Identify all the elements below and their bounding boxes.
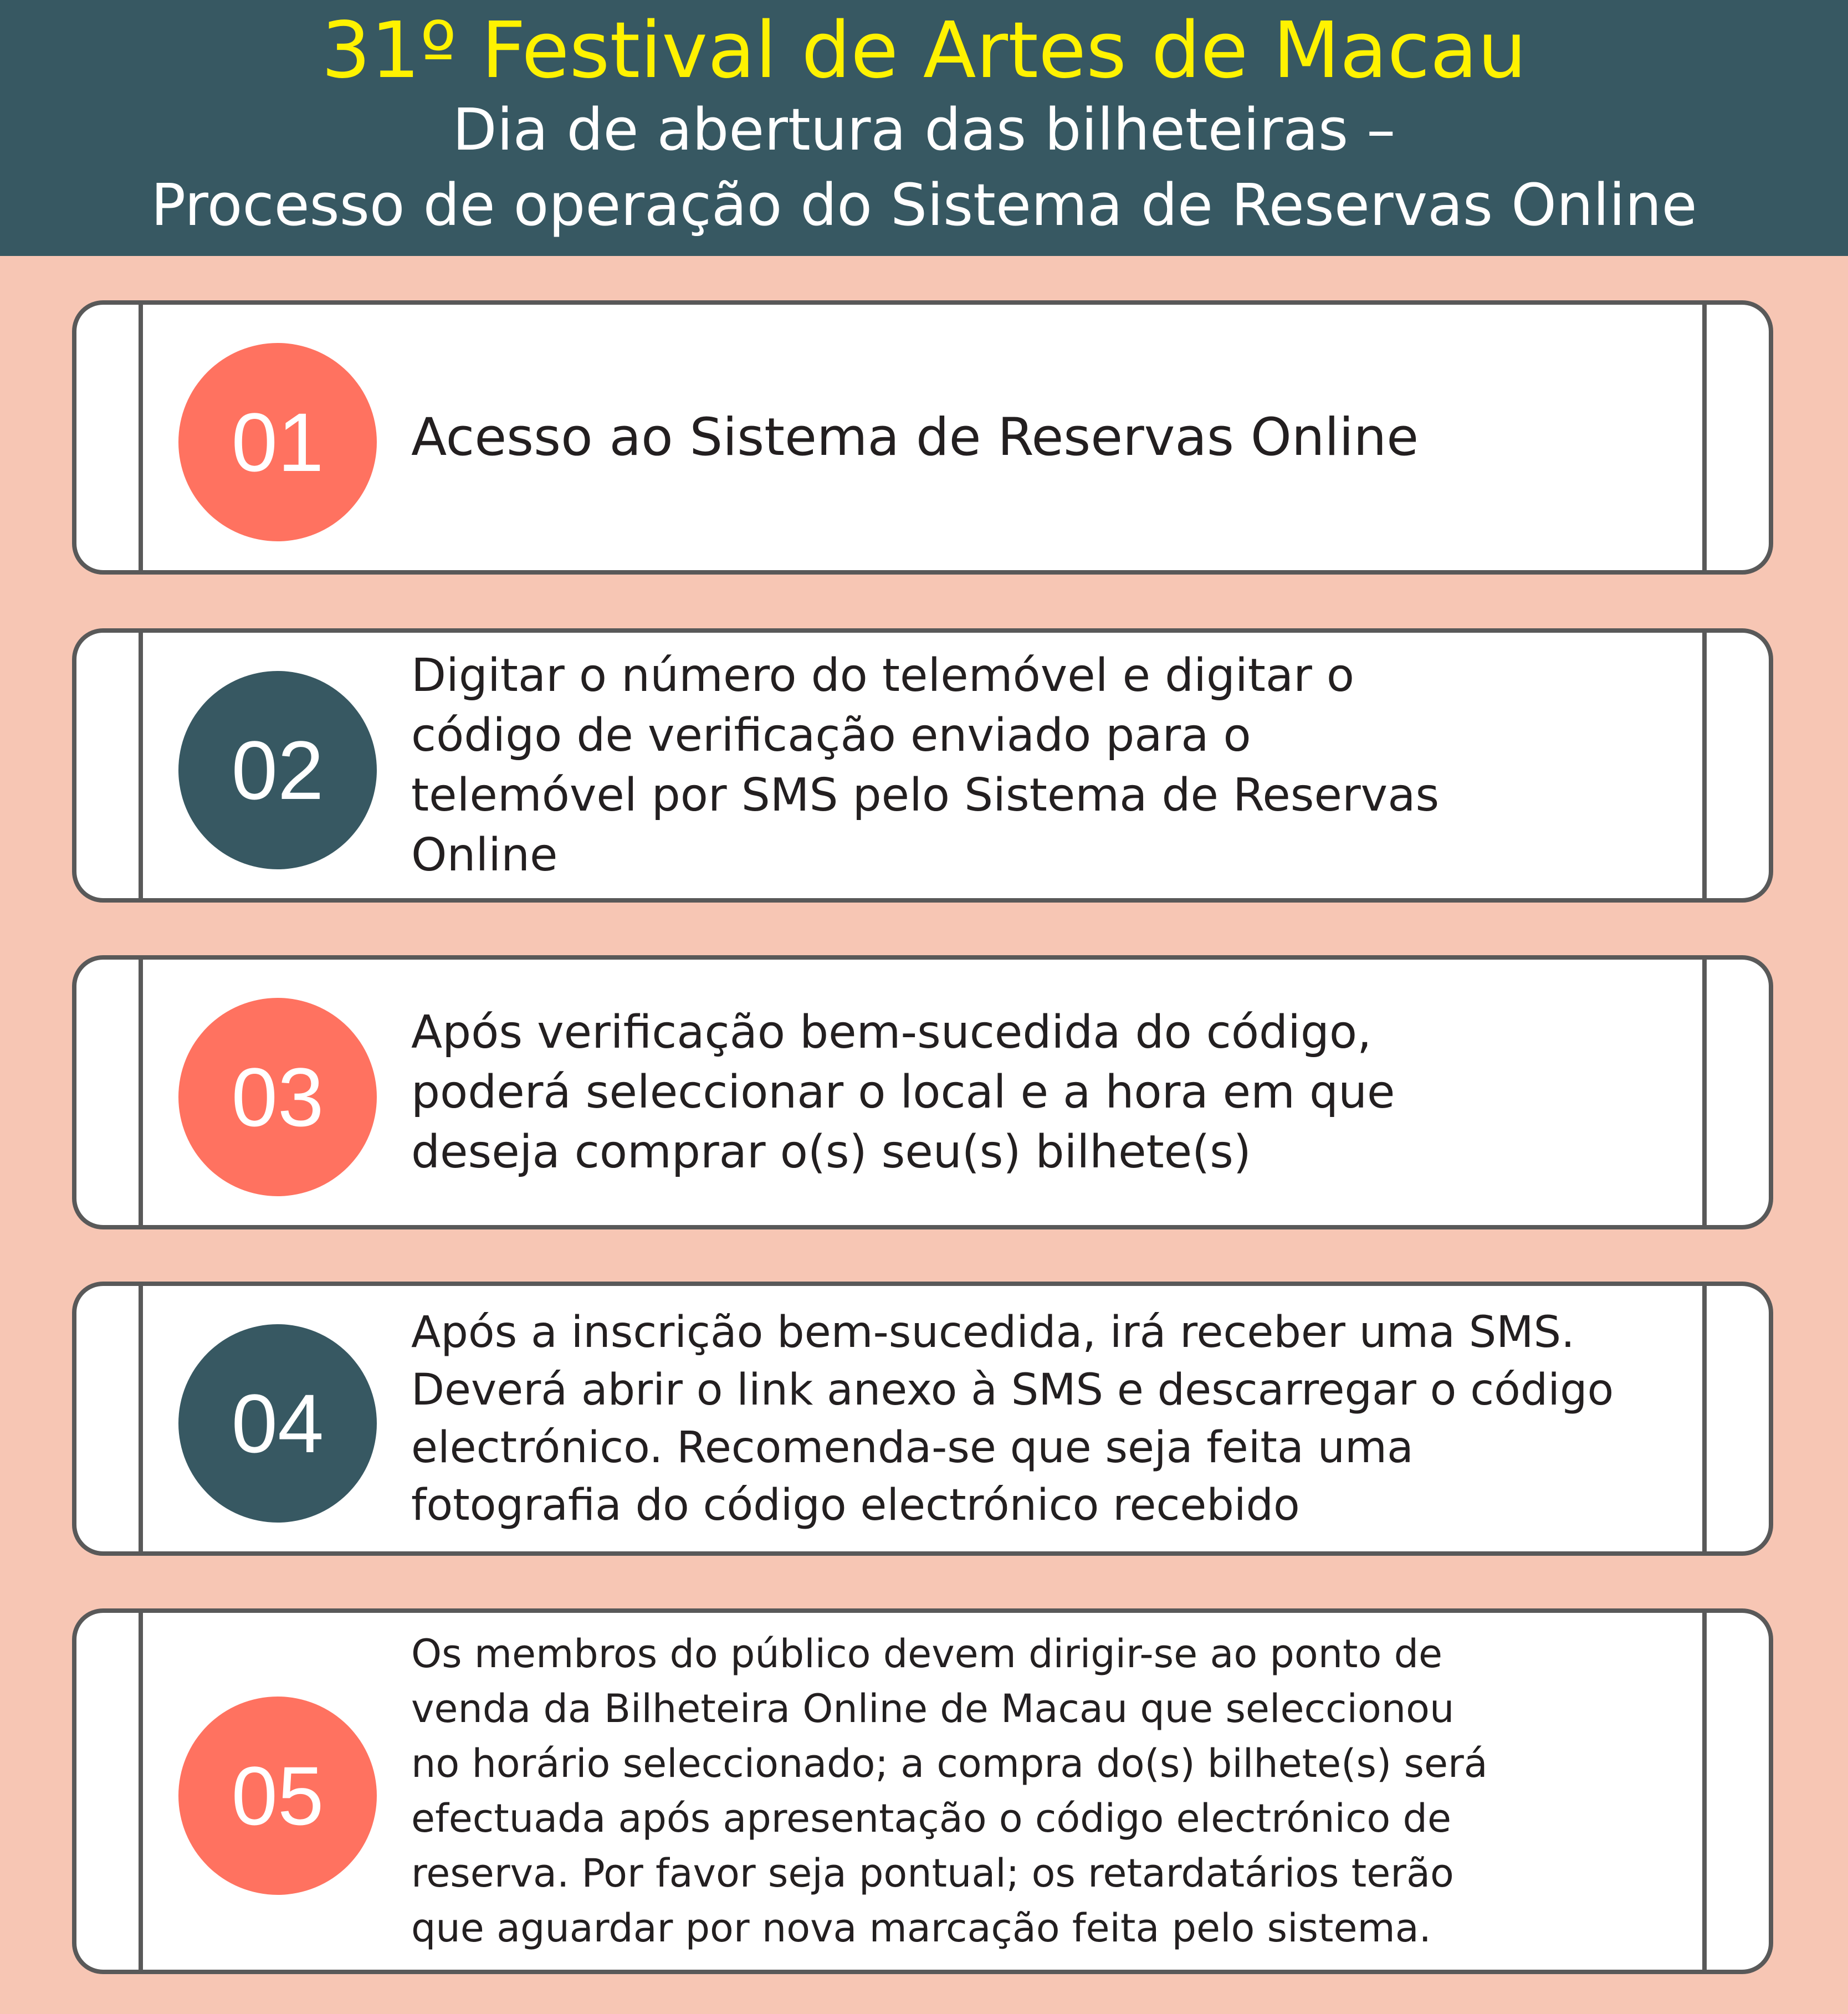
step-card-02 [72, 628, 1773, 903]
step-text-container [411, 1286, 1691, 1551]
subtitle-line-1: Dia de abertura das bilheteiras – [452, 96, 1396, 163]
card-divider-right [1702, 305, 1707, 570]
subtitle-line-2: Processo de operação do Sistema de Reservas Online [151, 171, 1697, 239]
step-text: Digitar o número do telemóvel e digitar o código de verificação enviado para o telemóvel por SMS pelo Sistema de Reservas Online [411, 649, 1440, 882]
step-card-03 [72, 955, 1773, 1229]
step-number-badge: 05 [178, 1697, 377, 1895]
step-card-01 [72, 300, 1773, 575]
header-banner [0, 0, 1848, 256]
step-card-04 [72, 1282, 1773, 1556]
step-text: Os membros do público devem dirigir-se ao ponto de venda da Bilheteira Online de Macau que seleccionou no horário seleccionado; a compra do(s) bilhete(s) será efectuada após apresentação o código electrónico de reserva. Por favor seja pontual; os retardatários terão que aguardar por nova marcação feita pelo sistema. [411, 1631, 1488, 1951]
card-divider-left [139, 1613, 143, 1970]
card-divider-left [139, 1286, 143, 1551]
step-number-badge: 01 [178, 343, 377, 541]
step-card-05 [72, 1608, 1773, 1974]
card-divider-left [139, 633, 143, 898]
step-text: Acesso ao Sistema de Reservas Online [411, 407, 1419, 468]
page-title: 31º Festival de Artes de Macau [321, 6, 1527, 96]
card-divider-right [1702, 1286, 1707, 1551]
step-text: Após verificação bem-sucedida do código, poderá seleccionar o local e a hora em que deseja comprar o(s) seu(s) bilhete(s) [411, 1006, 1395, 1178]
card-divider-right [1702, 1613, 1707, 1970]
card-divider-left [139, 305, 143, 570]
step-number-badge: 02 [178, 671, 377, 869]
step-number-badge: 03 [178, 998, 377, 1196]
step-text-container [411, 305, 1691, 570]
step-text-container [411, 633, 1691, 898]
card-divider-right [1702, 960, 1707, 1225]
step-text: Após a inscrição bem-sucedida, irá receber uma SMS. Deverá abrir o link anexo à SMS e descarregar o código electrónico. Recomenda-se que seja feita uma fotografia do código electrónico recebido [411, 1307, 1614, 1530]
card-divider-right [1702, 633, 1707, 898]
step-text-container [411, 960, 1691, 1225]
step-number-badge: 04 [178, 1324, 377, 1523]
step-text-container [411, 1613, 1691, 1970]
card-divider-left [139, 960, 143, 1225]
